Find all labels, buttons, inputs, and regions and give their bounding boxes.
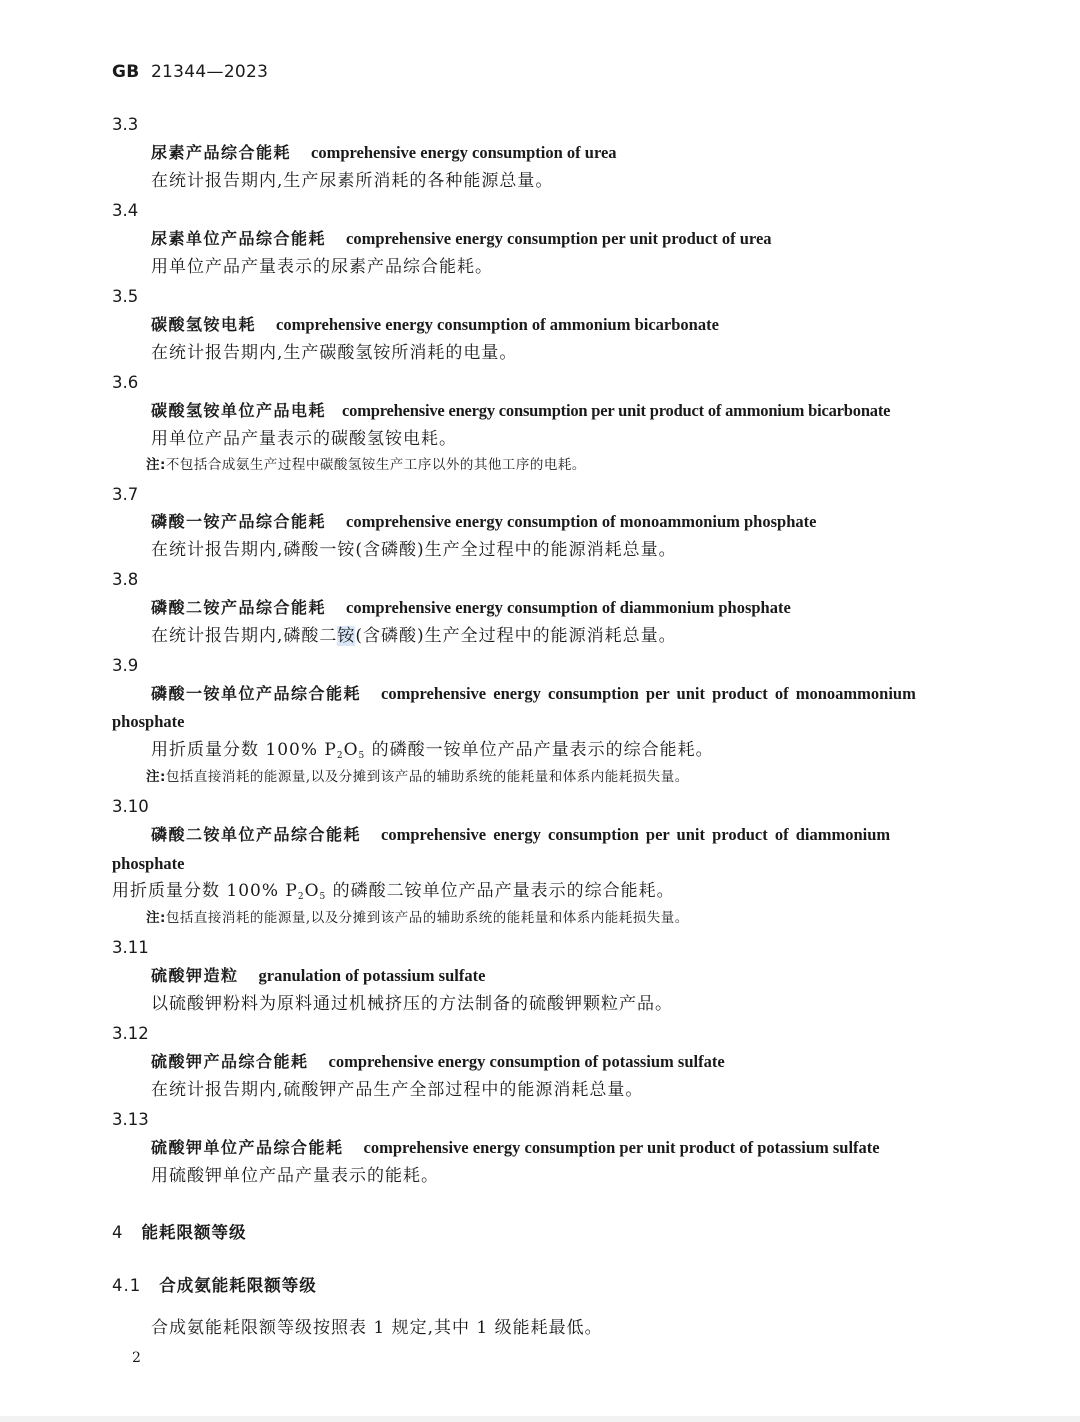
section-number: 4 [112, 1223, 124, 1242]
definition: 以硫酸钾粉料为原料通过机械挤压的方法制备的硫酸钾颗粒产品。 [151, 994, 673, 1014]
clause-number: 3.10 [112, 797, 149, 816]
clause-number: 3.3 [112, 115, 139, 134]
term-line [151, 686, 916, 703]
note [146, 771, 689, 785]
subsection-number: 4.1 [112, 1276, 142, 1295]
definition-part: O [343, 740, 359, 760]
definition-part: 的磷酸二铵单位产品产量表示的综合能耗。 [326, 881, 675, 901]
term-line [151, 968, 485, 985]
page-number: 2 [132, 1350, 141, 1366]
subscript: 2 [297, 892, 305, 902]
body-paragraph: 合成氨能耗限额等级按照表 1 规定,其中 1 级能耗最低。 [151, 1318, 603, 1338]
subscript: 5 [358, 751, 366, 761]
term-zh: 硫酸钾单位产品综合能耗 [151, 1138, 344, 1157]
note [146, 912, 689, 926]
term-line [151, 145, 617, 162]
term-zh: 硫酸钾造粒 [151, 966, 239, 985]
definition: 在统计报告期内,生产尿素所消耗的各种能源总量。 [151, 171, 554, 191]
clause-number: 3.12 [112, 1024, 149, 1043]
definition: 用单位产品产量表示的尿素产品综合能耗。 [151, 257, 493, 277]
term-en: comprehensive energy consumption per unit product of monoammonium [381, 684, 916, 703]
term-zh: 硫酸钾产品综合能耗 [151, 1052, 309, 1071]
section-title: 能耗限额等级 [141, 1223, 247, 1242]
clause-number: 3.8 [112, 570, 139, 589]
term-line [151, 231, 772, 248]
standard-prefix: GB [112, 62, 140, 82]
term-continuation: phosphate [112, 854, 185, 873]
term-line [151, 514, 816, 531]
term-zh: 碳酸氢铵电耗 [151, 315, 257, 334]
term-line [151, 600, 791, 617]
definition-part: 用折质量分数 100% P [151, 740, 337, 760]
term-en: comprehensive energy consumption per unit product of urea [346, 229, 772, 248]
term-zh: 磷酸一铵单位产品综合能耗 [151, 684, 362, 703]
clause-number: 3.9 [112, 656, 139, 675]
definition: 在统计报告期内,磷酸一铵(含磷酸)生产全过程中的能源消耗总量。 [151, 540, 677, 560]
note-text: 包括直接消耗的能源量,以及分摊到该产品的辅助系统的能耗量和体系内能耗损失量。 [165, 910, 689, 926]
term-en: comprehensive energy consumption per unit product of ammonium bicarbonate [342, 401, 891, 420]
term-line [151, 1140, 880, 1157]
term-zh: 尿素单位产品综合能耗 [151, 229, 327, 248]
term-en: comprehensive energy consumption of monoammonium phosphate [346, 512, 817, 531]
term-en: comprehensive energy consumption of potassium sulfate [328, 1052, 725, 1071]
term-line [151, 403, 890, 420]
term-line [151, 827, 890, 844]
term-zh: 尿素产品综合能耗 [151, 143, 292, 162]
term-zh: 碳酸氢铵单位产品电耗 [151, 401, 327, 420]
subscript: 2 [336, 751, 344, 761]
page-bottom-edge [0, 1416, 1080, 1422]
note [146, 459, 586, 473]
note-text: 包括直接消耗的能源量,以及分摊到该产品的辅助系统的能耗量和体系内能耗损失量。 [165, 769, 689, 785]
subsection-title: 合成氨能耗限额等级 [159, 1276, 317, 1295]
term-zh: 磷酸二铵单位产品综合能耗 [151, 825, 362, 844]
standard-header [112, 62, 268, 82]
text-selection-highlight[interactable]: 铵 [337, 626, 356, 646]
note-label: 注: [146, 910, 166, 926]
clause-number: 3.4 [112, 201, 139, 220]
subsection-heading [112, 1278, 317, 1295]
definition-part: 用折质量分数 100% P [112, 881, 298, 901]
term-en: comprehensive energy consumption per unit product of diammonium [381, 825, 891, 844]
clause-number: 3.7 [112, 485, 139, 504]
section-heading [112, 1225, 247, 1242]
clause-number: 3.11 [112, 938, 149, 957]
note-label: 注: [146, 769, 166, 785]
standard-code: 21344—2023 [150, 62, 269, 82]
definition [151, 628, 677, 645]
definition-part: O [304, 881, 320, 901]
definition: 在统计报告期内,生产碳酸氢铵所消耗的电量。 [151, 343, 518, 363]
subscript: 5 [319, 892, 327, 902]
term-zh: 磷酸二铵产品综合能耗 [151, 598, 327, 617]
term-line [151, 317, 719, 334]
clause-number: 3.13 [112, 1110, 149, 1129]
term-line [151, 1054, 725, 1071]
note-label: 注: [146, 457, 166, 473]
definition [151, 742, 714, 761]
definition: 用单位产品产量表示的碳酸氢铵电耗。 [151, 429, 457, 449]
definition: 在统计报告期内,硫酸钾产品生产全部过程中的能源消耗总量。 [151, 1080, 644, 1100]
definition-part: 在统计报告期内,磷酸二 [151, 626, 338, 646]
definition-part: 的磷酸一铵单位产品产量表示的综合能耗。 [365, 740, 714, 760]
definition: 用硫酸钾单位产品产量表示的能耗。 [151, 1166, 439, 1186]
term-en: comprehensive energy consumption of ammonium bicarbonate [276, 315, 719, 334]
term-en: granulation of potassium sulfate [258, 966, 486, 985]
definition [112, 883, 675, 902]
note-text: 不包括合成氨生产过程中碳酸氢铵生产工序以外的其他工序的电耗。 [165, 457, 586, 473]
clause-number: 3.5 [112, 287, 139, 306]
term-en: comprehensive energy consumption of urea [311, 143, 617, 162]
term-en: comprehensive energy consumption per unit product of potassium sulfate [363, 1138, 880, 1157]
definition-part: (含磷酸)生产全过程中的能源消耗总量。 [355, 626, 677, 646]
term-en: comprehensive energy consumption of diammonium phosphate [346, 598, 791, 617]
term-zh: 磷酸一铵产品综合能耗 [151, 512, 327, 531]
term-continuation: phosphate [112, 712, 185, 731]
clause-number: 3.6 [112, 373, 139, 392]
